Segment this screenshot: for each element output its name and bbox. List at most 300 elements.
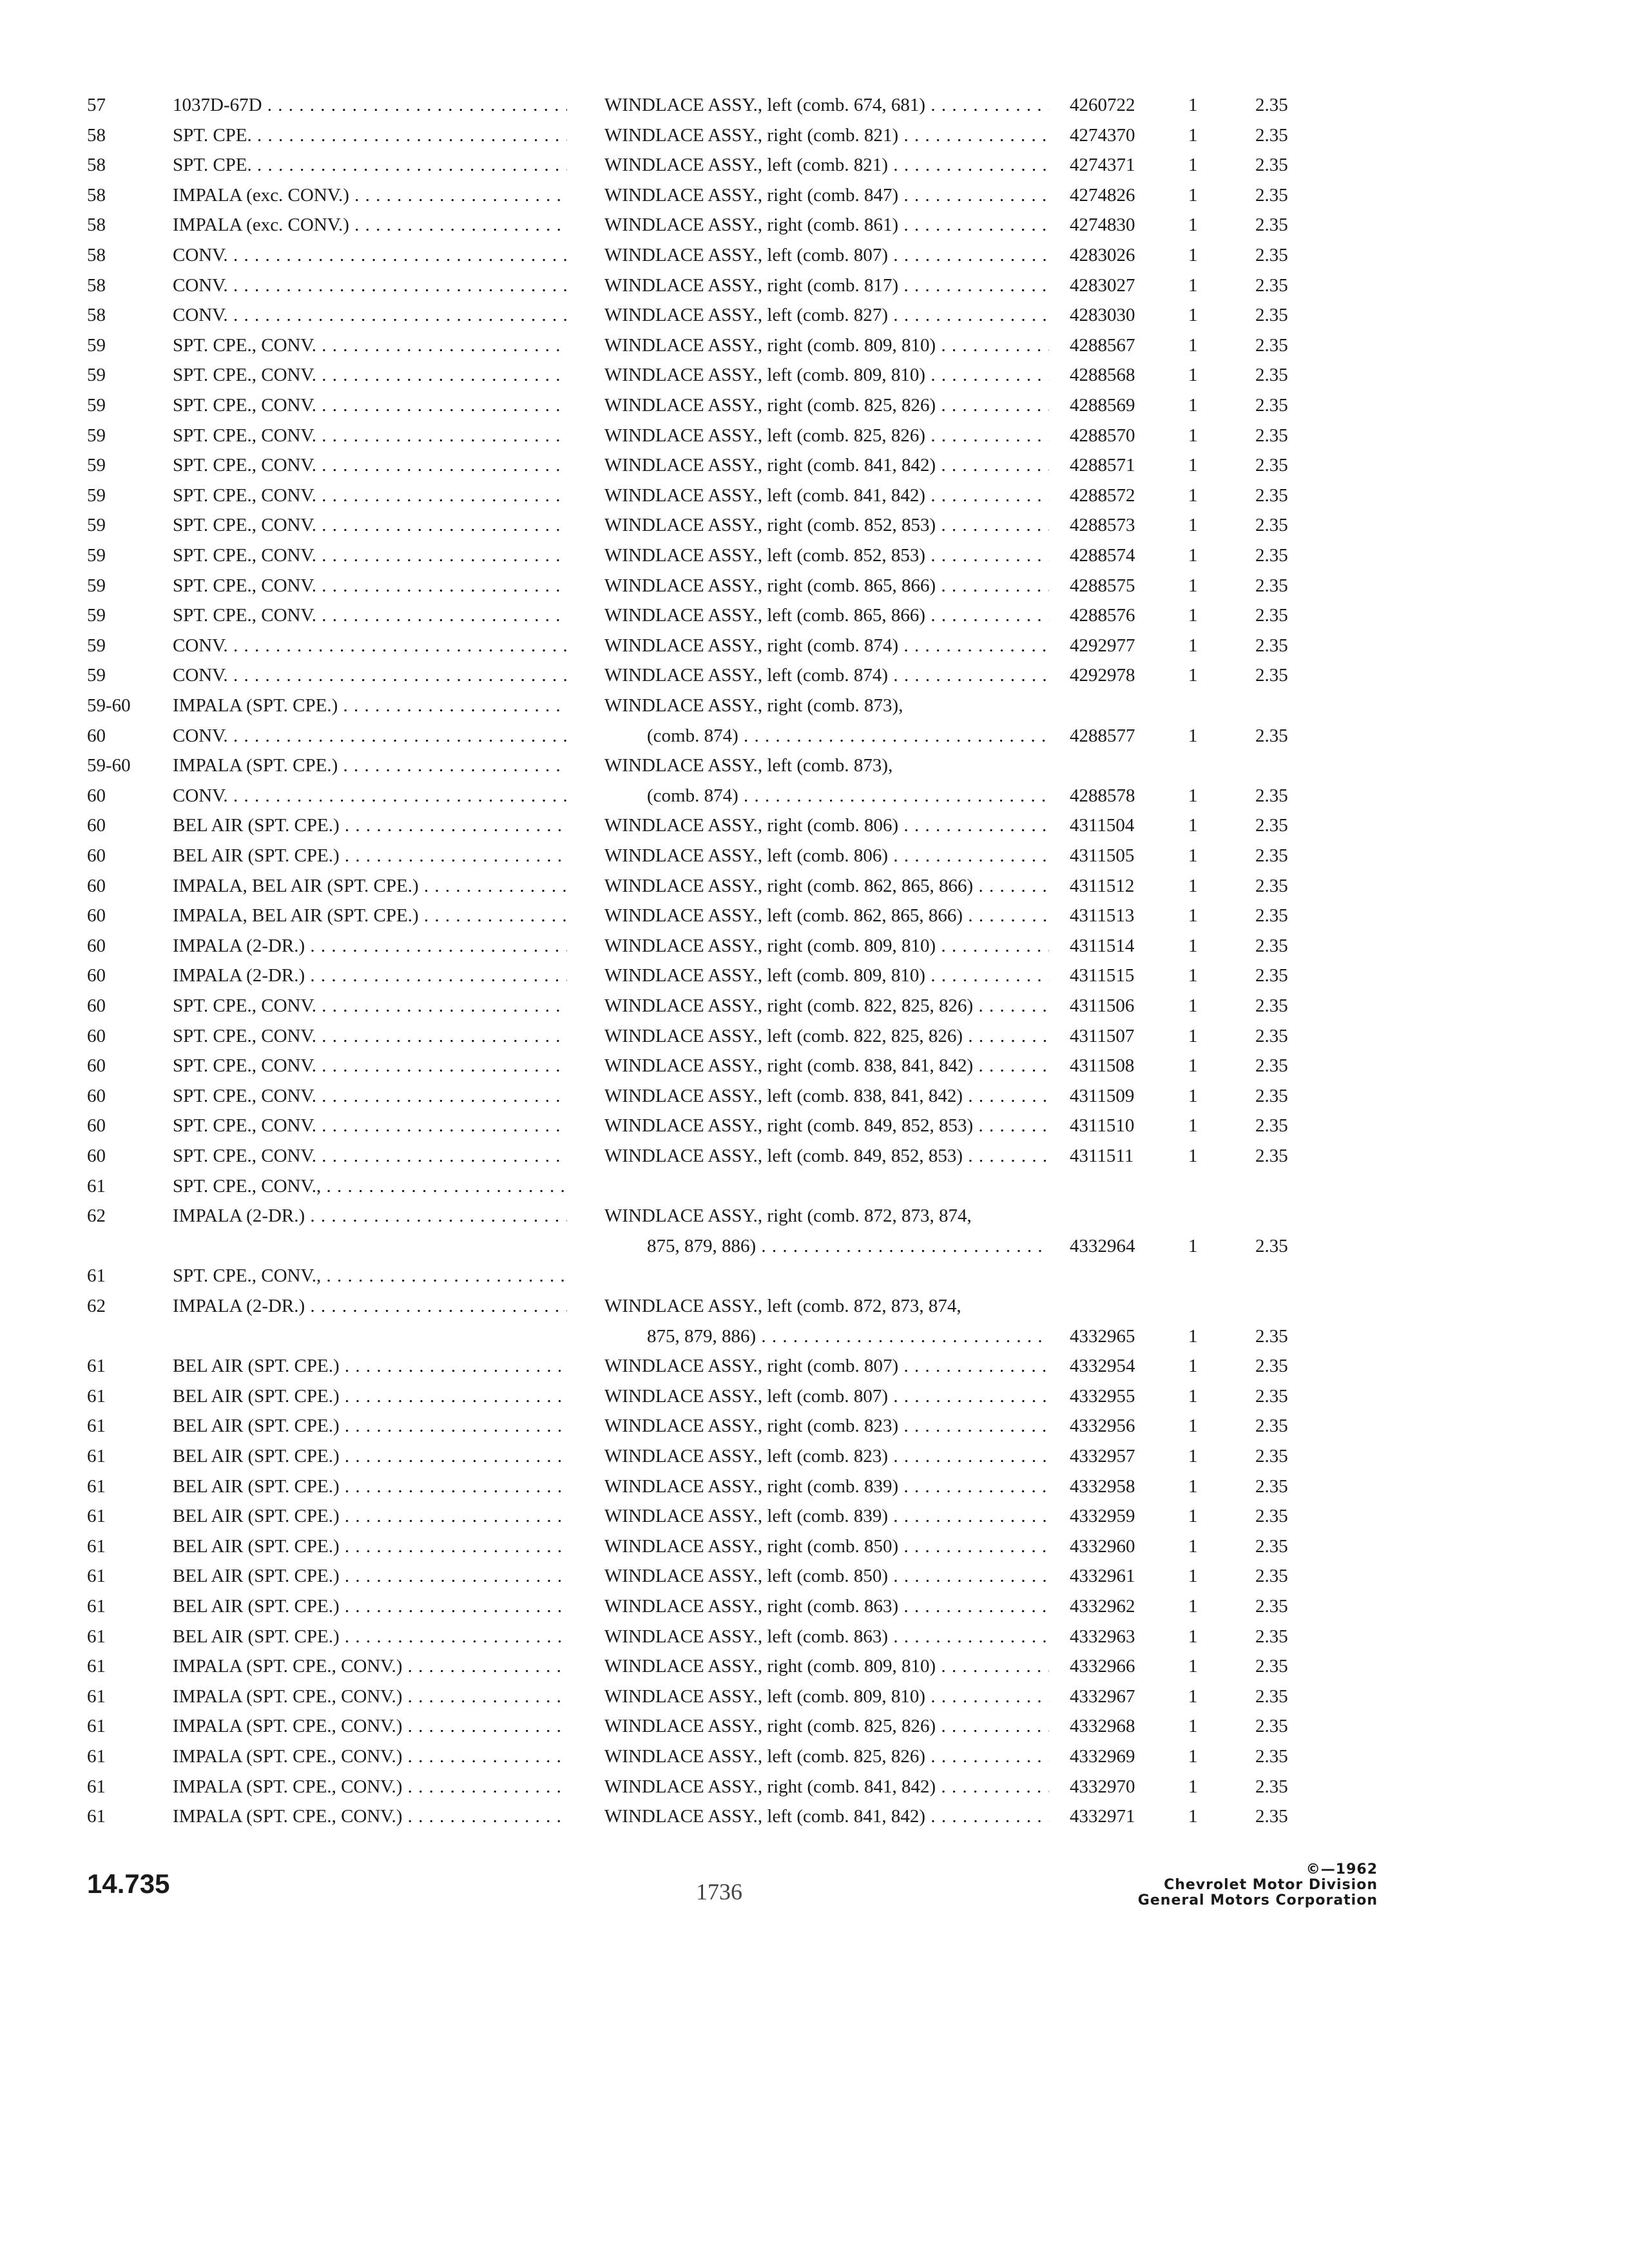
year-cell: 61 [87, 1776, 106, 1797]
table-row [0, 841, 1629, 870]
quantity-cell: 1 [1188, 1475, 1198, 1497]
table-row [0, 961, 1629, 990]
quantity-cell: 1 [1188, 1025, 1198, 1046]
table-row [0, 1021, 1629, 1051]
year-cell: 60 [87, 1085, 106, 1106]
table-row [0, 240, 1629, 270]
quantity-cell: 1 [1188, 605, 1198, 626]
price-cell: 2.35 [1255, 425, 1288, 446]
year-cell: 62 [87, 1206, 106, 1227]
table-row [0, 871, 1629, 901]
description-cell: WINDLACE ASSY., right (comb. 817) . . . [604, 271, 1049, 300]
table-row [0, 300, 1629, 330]
table-row [0, 1711, 1629, 1741]
description-cell: WINDLACE ASSY., right (comb. 822, 825, 826) . . . [604, 991, 1049, 1021]
model-cell: SPT. CPE., CONV. . . . [173, 1111, 567, 1140]
quantity-cell: 1 [1188, 995, 1198, 1016]
model-cell: BEL AIR (SPT. CPE.) . . . [173, 841, 567, 870]
model-cell: IMPALA (SPT. CPE., CONV.) . . . [173, 1742, 567, 1771]
quantity-cell: 1 [1188, 725, 1198, 746]
year-cell: 58 [87, 155, 106, 176]
model-cell: BEL AIR (SPT. CPE.) . . . [173, 1591, 567, 1621]
table-row [0, 571, 1629, 601]
table-row [0, 360, 1629, 390]
price-cell: 2.35 [1255, 455, 1288, 476]
quantity-cell: 1 [1188, 1085, 1198, 1106]
price-cell: 2.35 [1255, 875, 1288, 896]
model-cell: IMPALA, BEL AIR (SPT. CPE.) . . . [173, 901, 567, 930]
price-cell: 2.35 [1255, 274, 1288, 296]
model-cell: CONV. . . . [173, 631, 567, 660]
table-row [0, 931, 1629, 961]
price-cell: 2.35 [1255, 1115, 1288, 1137]
part-number-cell: 4332957 [1070, 1446, 1135, 1466]
table-row [0, 150, 1629, 180]
year-cell: 61 [87, 1806, 106, 1827]
table-row [0, 601, 1629, 630]
quantity-cell: 1 [1188, 965, 1198, 986]
table-row [0, 1742, 1629, 1771]
quantity-cell: 1 [1188, 1596, 1198, 1617]
description-cell: WINDLACE ASSY., right (comb. 823) . . . [604, 1411, 1049, 1441]
description-cell: WINDLACE ASSY., left (comb. 809, 810) . . . [604, 961, 1049, 990]
model-cell: BEL AIR (SPT. CPE.) . . . [173, 811, 567, 840]
description-cell: WINDLACE ASSY., right (comb. 874) . . . [604, 631, 1049, 660]
part-number-cell: 4288571 [1070, 455, 1135, 476]
year-cell: 59 [87, 365, 106, 386]
description-cell: WINDLACE ASSY., right (comb. 852, 853) . . . [604, 510, 1049, 540]
model-cell: SPT. CPE., CONV. . . . [173, 421, 567, 450]
year-cell: 60 [87, 785, 106, 806]
model-cell: SPT. CPE. . . . [173, 150, 567, 180]
part-number-cell: 4311512 [1070, 875, 1135, 896]
year-cell: 58 [87, 274, 106, 296]
part-number-cell: 4288567 [1070, 334, 1135, 356]
year-cell: 61 [87, 1596, 106, 1617]
price-cell: 2.35 [1255, 1506, 1288, 1527]
table-row [0, 781, 1629, 811]
model-cell: IMPALA (2-DR.) . . . [173, 1291, 567, 1321]
price-cell: 2.35 [1255, 245, 1288, 265]
part-number-cell: 4283026 [1070, 245, 1135, 265]
quantity-cell: 1 [1188, 1746, 1198, 1767]
year-cell: 60 [87, 1025, 106, 1046]
price-cell: 2.35 [1255, 725, 1288, 746]
description-cell: WINDLACE ASSY., left (comb. 874) . . . [604, 660, 1049, 690]
table-row [0, 660, 1629, 690]
price-cell: 2.35 [1255, 965, 1288, 986]
quantity-cell: 1 [1188, 395, 1198, 416]
price-cell: 2.35 [1255, 575, 1288, 596]
part-number-cell: 4274371 [1070, 155, 1135, 176]
description-cell: WINDLACE ASSY., right (comb. 849, 852, 853) . . . [604, 1111, 1049, 1140]
part-number-cell: 4274370 [1070, 124, 1135, 146]
model-cell: SPT. CPE., CONV. . . . [173, 601, 567, 630]
model-cell: CONV. . . . [173, 271, 567, 300]
model-cell: BEL AIR (SPT. CPE.) . . . [173, 1532, 567, 1561]
year-cell: 61 [87, 1535, 106, 1557]
price-cell: 2.35 [1255, 815, 1288, 836]
table-row [0, 1501, 1629, 1531]
table-row [0, 180, 1629, 210]
year-cell: 60 [87, 935, 106, 956]
price-cell: 2.35 [1255, 1596, 1288, 1617]
part-number-cell: 4332959 [1070, 1506, 1135, 1527]
model-cell: BEL AIR (SPT. CPE.) . . . [173, 1561, 567, 1591]
quantity-cell: 1 [1188, 1385, 1198, 1407]
model-cell: IMPALA (SPT. CPE., CONV.) . . . [173, 1711, 567, 1741]
quantity-cell: 1 [1188, 635, 1198, 656]
table-row [0, 751, 1629, 780]
year-cell: 61 [87, 1716, 106, 1737]
year-cell: 59 [87, 605, 106, 626]
description-cell: WINDLACE ASSY., left (comb. 825, 826) . . . [604, 421, 1049, 450]
table-row [0, 811, 1629, 840]
model-cell: SPT. CPE., CONV. . . . [173, 991, 567, 1021]
quantity-cell: 1 [1188, 875, 1198, 896]
year-cell: 59 [87, 635, 106, 656]
description-cell: WINDLACE ASSY., left (comb. 807) . . . [604, 1381, 1049, 1411]
year-cell: 58 [87, 184, 106, 206]
page-code: 14.735 [87, 1869, 170, 1899]
table-row [0, 510, 1629, 540]
description-cell: WINDLACE ASSY., left (comb. 839) . . . [604, 1501, 1049, 1531]
quantity-cell: 1 [1188, 365, 1198, 386]
price-cell: 2.35 [1255, 365, 1288, 386]
model-cell: IMPALA (SPT. CPE., CONV.) . . . [173, 1772, 567, 1802]
quantity-cell: 1 [1188, 245, 1198, 265]
model-cell: SPT. CPE., CONV. . . . [173, 571, 567, 601]
table-row [0, 1201, 1629, 1231]
price-cell: 2.35 [1255, 485, 1288, 506]
model-cell: SPT. CPE. . . . [173, 120, 567, 150]
description-cell: WINDLACE ASSY., left (comb. 872, 873, 874, [604, 1296, 961, 1316]
quantity-cell: 1 [1188, 485, 1198, 506]
part-number-cell: 4311504 [1070, 815, 1135, 836]
model-cell: IMPALA (2-DR.) . . . [173, 961, 567, 990]
year-cell: 59 [87, 515, 106, 536]
year-cell: 60 [87, 905, 106, 927]
table-row [0, 1051, 1629, 1081]
description-cell: WINDLACE ASSY., left (comb. 807) . . . [604, 240, 1049, 270]
price-cell: 2.35 [1255, 1356, 1288, 1377]
part-number-cell: 4311513 [1070, 905, 1135, 927]
price-cell: 2.35 [1255, 1085, 1288, 1106]
year-cell: 60 [87, 1146, 106, 1166]
model-cell: SPT. CPE., CONV. . . . [173, 510, 567, 540]
quantity-cell: 1 [1188, 575, 1198, 596]
year-cell: 61 [87, 1446, 106, 1466]
model-cell: SPT. CPE., CONV. . . . [173, 481, 567, 510]
table-row [0, 1682, 1629, 1711]
quantity-cell: 1 [1188, 1115, 1198, 1137]
description-cell: WINDLACE ASSY., right (comb. 821) . . . [604, 120, 1049, 150]
part-number-cell: 4288575 [1070, 575, 1135, 596]
price-cell: 2.35 [1255, 1416, 1288, 1437]
part-number-cell: 4332965 [1070, 1325, 1135, 1347]
year-cell: 60 [87, 815, 106, 836]
description-cell: WINDLACE ASSY., right (comb. 825, 826) . . . [604, 390, 1049, 420]
year-cell: 60 [87, 965, 106, 986]
model-cell: IMPALA (SPT. CPE.) . . . [173, 751, 567, 780]
quantity-cell: 1 [1188, 935, 1198, 956]
quantity-cell: 1 [1188, 184, 1198, 206]
description-cell: WINDLACE ASSY., right (comb. 861) . . . [604, 210, 1049, 240]
price-cell: 2.35 [1255, 124, 1288, 146]
description-cell: WINDLACE ASSY., right (comb. 839) . . . [604, 1472, 1049, 1501]
model-cell: CONV. . . . [173, 240, 567, 270]
part-number-cell: 4288574 [1070, 545, 1135, 566]
table-row [0, 1141, 1629, 1171]
part-number-cell: 4260722 [1070, 95, 1135, 115]
price-cell: 2.35 [1255, 635, 1288, 656]
table-row [0, 1291, 1629, 1321]
description-cell: WINDLACE ASSY., right (comb. 841, 842) . . . [604, 450, 1049, 480]
year-cell: 60 [87, 1115, 106, 1137]
price-cell: 2.35 [1255, 1776, 1288, 1797]
table-row [0, 421, 1629, 450]
description-cell: WINDLACE ASSY., right (comb. 806) . . . [604, 811, 1049, 840]
description-cell: WINDLACE ASSY., left (comb. 841, 842) . . . [604, 481, 1049, 510]
model-cell: SPT. CPE., CONV. . . . [173, 450, 567, 480]
quantity-cell: 1 [1188, 515, 1198, 536]
price-cell: 2.35 [1255, 95, 1288, 115]
quantity-cell: 1 [1188, 95, 1198, 115]
part-number-cell: 4332966 [1070, 1656, 1135, 1677]
part-number-cell: 4332964 [1070, 1235, 1135, 1256]
model-cell: IMPALA (2-DR.) . . . [173, 931, 567, 961]
part-number-cell: 4274830 [1070, 215, 1135, 236]
table-row [0, 390, 1629, 420]
price-cell: 2.35 [1255, 334, 1288, 356]
year-cell: 59 [87, 485, 106, 506]
part-number-cell: 4311507 [1070, 1025, 1135, 1046]
table-row [0, 1802, 1629, 1831]
table-row [0, 631, 1629, 660]
description-cell: WINDLACE ASSY., left (comb. 852, 853) . . . [604, 541, 1049, 570]
year-cell: 58 [87, 305, 106, 326]
description-cell: WINDLACE ASSY., left (comb. 823) . . . [604, 1441, 1049, 1471]
model-cell: BEL AIR (SPT. CPE.) . . . [173, 1381, 567, 1411]
description-cell: WINDLACE ASSY., left (comb. 873), [604, 755, 893, 776]
description-cell: WINDLACE ASSY., left (comb. 674, 681) . . . [604, 90, 1049, 120]
part-number-cell: 4311511 [1070, 1146, 1134, 1166]
part-number-cell: 4332968 [1070, 1716, 1135, 1737]
price-cell: 2.35 [1255, 905, 1288, 927]
part-number-cell: 4274826 [1070, 184, 1135, 206]
description-cell: WINDLACE ASSY., left (comb. 806) . . . [604, 841, 1049, 870]
description-cell: WINDLACE ASSY., left (comb. 809, 810) . . . [604, 360, 1049, 390]
quantity-cell: 1 [1188, 124, 1198, 146]
quantity-cell: 1 [1188, 1535, 1198, 1557]
description-cell: WINDLACE ASSY., left (comb. 827) . . . [604, 300, 1049, 330]
part-number-cell: 4292977 [1070, 635, 1135, 656]
model-cell: IMPALA (SPT. CPE., CONV.) . . . [173, 1651, 567, 1681]
quantity-cell: 1 [1188, 785, 1198, 806]
year-cell: 59 [87, 334, 106, 356]
quantity-cell: 1 [1188, 1776, 1198, 1797]
part-number-cell: 4288572 [1070, 485, 1135, 506]
model-cell: SPT. CPE., CONV. . . . [173, 1021, 567, 1051]
price-cell: 2.35 [1255, 515, 1288, 536]
description-cell: WINDLACE ASSY., left (comb. 841, 842) . . . [604, 1802, 1049, 1831]
year-cell: 62 [87, 1296, 106, 1316]
quantity-cell: 1 [1188, 1716, 1198, 1737]
year-cell: 61 [87, 1656, 106, 1677]
table-row [0, 120, 1629, 150]
part-number-cell: 4311505 [1070, 845, 1135, 866]
quantity-cell: 1 [1188, 1055, 1198, 1077]
year-cell: 60 [87, 1055, 106, 1077]
table-row [0, 1591, 1629, 1621]
table-row [0, 1321, 1629, 1351]
description-cell: 875, 879, 886) . . . [647, 1231, 1049, 1261]
year-cell: 61 [87, 1506, 106, 1527]
part-number-cell: 4311514 [1070, 935, 1135, 956]
quantity-cell: 1 [1188, 305, 1198, 326]
table-row [0, 1081, 1629, 1111]
year-cell: 59 [87, 665, 106, 686]
description-cell: WINDLACE ASSY., right (comb. 862, 865, 866) . . . [604, 871, 1049, 901]
model-cell: CONV. . . . [173, 660, 567, 690]
model-cell: BEL AIR (SPT. CPE.) . . . [173, 1411, 567, 1441]
price-cell: 2.35 [1255, 1626, 1288, 1647]
description-cell: (comb. 874) . . . [647, 721, 1049, 751]
description-cell: WINDLACE ASSY., left (comb. 838, 841, 842) . . . [604, 1081, 1049, 1111]
part-number-cell: 4332954 [1070, 1356, 1135, 1377]
part-number-cell: 4292978 [1070, 665, 1135, 686]
year-cell: 61 [87, 1566, 106, 1587]
description-cell: WINDLACE ASSY., right (comb. 847) . . . [604, 180, 1049, 210]
price-cell: 2.35 [1255, 935, 1288, 956]
table-row [0, 1772, 1629, 1802]
price-cell: 2.35 [1255, 1385, 1288, 1407]
year-cell: 58 [87, 245, 106, 265]
part-number-cell: 4283030 [1070, 305, 1135, 326]
description-cell: WINDLACE ASSY., right (comb. 809, 810) . . . [604, 1651, 1049, 1681]
part-number-cell: 4332961 [1070, 1566, 1135, 1587]
table-row [0, 1441, 1629, 1471]
price-cell: 2.35 [1255, 1055, 1288, 1077]
quantity-cell: 1 [1188, 425, 1198, 446]
year-cell: 60 [87, 725, 106, 746]
description-cell: (comb. 874) . . . [647, 781, 1049, 811]
price-cell: 2.35 [1255, 395, 1288, 416]
quantity-cell: 1 [1188, 545, 1198, 566]
corporation-name: General Motors Corporation [1137, 1892, 1378, 1908]
part-number-cell: 4288569 [1070, 395, 1135, 416]
description-cell: WINDLACE ASSY., left (comb. 822, 825, 826) . . . [604, 1021, 1049, 1051]
quantity-cell: 1 [1188, 1146, 1198, 1166]
quantity-cell: 1 [1188, 1416, 1198, 1437]
table-row [0, 1381, 1629, 1411]
model-cell: SPT. CPE., CONV. . . . [173, 390, 567, 420]
price-cell: 2.35 [1255, 1806, 1288, 1827]
table-row [0, 541, 1629, 570]
part-number-cell: 4332963 [1070, 1626, 1135, 1647]
table-row [0, 1561, 1629, 1591]
table-row [0, 1651, 1629, 1681]
year-cell: 59 [87, 425, 106, 446]
description-cell: WINDLACE ASSY., left (comb. 849, 852, 853) . . . [604, 1141, 1049, 1171]
price-cell: 2.35 [1255, 1325, 1288, 1347]
part-number-cell: 4332962 [1070, 1596, 1135, 1617]
copyright: ©—1962 [1306, 1861, 1378, 1878]
description-cell: WINDLACE ASSY., right (comb. 873), [604, 695, 903, 716]
price-cell: 2.35 [1255, 1686, 1288, 1707]
model-cell: SPT. CPE., CONV. . . . [173, 1081, 567, 1111]
year-cell: 59-60 [87, 755, 131, 776]
table-row [0, 331, 1629, 360]
price-cell: 2.35 [1255, 785, 1288, 806]
part-number-cell: 4288578 [1070, 785, 1135, 806]
description-cell: WINDLACE ASSY., left (comb. 865, 866) . . . [604, 601, 1049, 630]
table-row [0, 1532, 1629, 1561]
price-cell: 2.35 [1255, 665, 1288, 686]
price-cell: 2.35 [1255, 845, 1288, 866]
quantity-cell: 1 [1188, 1235, 1198, 1256]
model-cell: IMPALA (2-DR.) . . . [173, 1201, 567, 1231]
table-row [0, 901, 1629, 930]
table-row [0, 271, 1629, 300]
part-number-cell: 4288577 [1070, 725, 1135, 746]
model-cell: IMPALA (SPT. CPE., CONV.) . . . [173, 1682, 567, 1711]
part-number-cell: 4332967 [1070, 1686, 1135, 1707]
year-cell: 61 [87, 1746, 106, 1767]
price-cell: 2.35 [1255, 995, 1288, 1016]
part-number-cell: 4332970 [1070, 1776, 1135, 1797]
table-row [0, 450, 1629, 480]
price-cell: 2.35 [1255, 1025, 1288, 1046]
part-number-cell: 4311508 [1070, 1055, 1135, 1077]
quantity-cell: 1 [1188, 1566, 1198, 1587]
model-cell: CONV. . . . [173, 781, 567, 811]
part-number-cell: 4332955 [1070, 1385, 1135, 1407]
year-cell: 59 [87, 575, 106, 596]
part-number-cell: 4332958 [1070, 1475, 1135, 1497]
quantity-cell: 1 [1188, 1356, 1198, 1377]
description-cell: WINDLACE ASSY., right (comb. 838, 841, 842) . . . [604, 1051, 1049, 1081]
quantity-cell: 1 [1188, 1325, 1198, 1347]
quantity-cell: 1 [1188, 1626, 1198, 1647]
part-number-cell: 4288576 [1070, 605, 1135, 626]
quantity-cell: 1 [1188, 215, 1198, 236]
description-cell: WINDLACE ASSY., right (comb. 850) . . . [604, 1532, 1049, 1561]
table-row [0, 1472, 1629, 1501]
table-row [0, 991, 1629, 1021]
description-cell: WINDLACE ASSY., right (comb. 872, 873, 874, [604, 1206, 972, 1227]
year-cell: 61 [87, 1175, 106, 1196]
year-cell: 61 [87, 1686, 106, 1707]
price-cell: 2.35 [1255, 215, 1288, 236]
quantity-cell: 1 [1188, 1686, 1198, 1707]
quantity-cell: 1 [1188, 1806, 1198, 1827]
description-cell: WINDLACE ASSY., right (comb. 841, 842) . . . [604, 1772, 1049, 1802]
year-cell: 61 [87, 1416, 106, 1437]
quantity-cell: 1 [1188, 815, 1198, 836]
year-cell: 59-60 [87, 695, 131, 716]
description-cell: WINDLACE ASSY., left (comb. 863) . . . [604, 1622, 1049, 1651]
model-cell: SPT. CPE., CONV., . . . [173, 1261, 567, 1291]
table-row [0, 1411, 1629, 1441]
year-cell: 61 [87, 1265, 106, 1287]
model-cell: IMPALA (exc. CONV.) . . . [173, 210, 567, 240]
quantity-cell: 1 [1188, 455, 1198, 476]
table-row [0, 1351, 1629, 1381]
table-row [0, 721, 1629, 751]
table-row [0, 691, 1629, 720]
description-cell: WINDLACE ASSY., right (comb. 863) . . . [604, 1591, 1049, 1621]
